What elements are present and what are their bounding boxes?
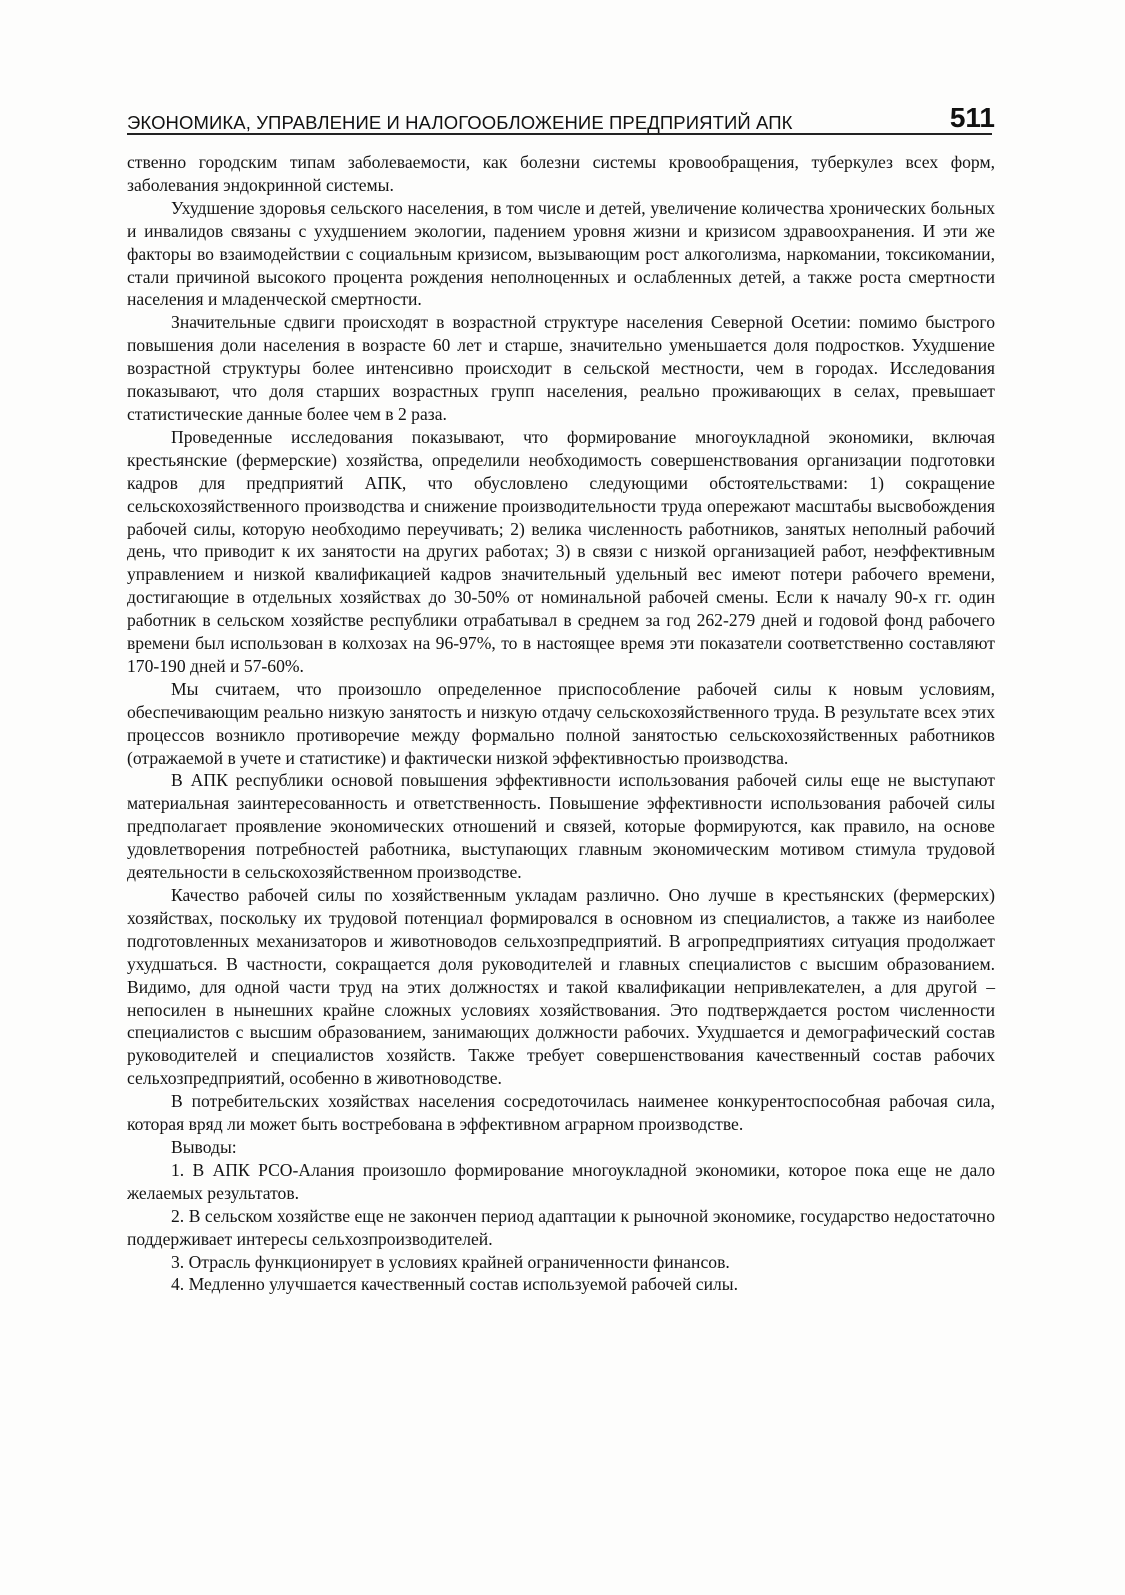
conclusion-item: 4. Медленно улучшается качественный состав используемой рабочей силы. (171, 1274, 738, 1295)
header-rule (127, 133, 992, 135)
paragraph: Качество рабочей силы по хозяйственным укладам различно. Оно лучше в крестьянских (фермерских) хозяйствах, поскольку их трудовой потенциал формировался в основном из специалистов, а также из наиболее подготовленных механизаторов и животноводов сельхозпредприятий. В агропредприятиях ситуация продолжает ухудшаться. В частности, сокращается доля руководителей и главных специалистов с высшим образованием. Видимо, для одной части труд на этих должностях и такой квалификации непривлекателен, а для другой – непосилен в нынешних крайне сложных условиях хозяйствования. Это подтверждается ростом численности специалистов с высшим образованием, занимающих должности рабочих. Ухудшается и демографический состав руководителей и специалистов хозяйств. Также требует совершенствования качественный состав рабочих сельхозпредприятий, особенно в животноводстве. (127, 885, 995, 1089)
conclusion-item: 3. Отрасль функционирует в условиях крайней ограниченности финансов. (171, 1251, 730, 1272)
paragraph: В АПК республики основой повышения эффективности использования рабочей силы еще не выступают материальная заинтересованность и ответственность. Повышение эффективности использования рабочей силы предполагает проявление экономических отношений и связей, которые формируются, как правило, на основе удовлетворения потребностей работника, выступающих главным экономическим мотивом стимула трудовой деятельности в сельскохозяйственном производстве. (127, 770, 995, 883)
paragraph: Мы считаем, что произошло определенное приспособление рабочей силы к новым условиям, обеспечивающим реально низкую занятость и низкую отдачу сельскохозяйственного труда. В результате всех этих процессов возникло противоречие между формально полной занятостью сельскохозяйственных работников (отражаемой в учете и статистике) и фактически низкой эффективностью производства. (127, 678, 995, 768)
paragraph: В потребительских хозяйствах населения сосредоточилась наименее конкурентоспособная рабочая сила, которая вряд ли может быть востребована в эффективном аграрном производстве. (127, 1091, 995, 1135)
running-header-title: ЭКОНОМИКА, УПРАВЛЕНИЕ И НАЛОГООБЛОЖЕНИЕ ПРЕДПРИЯТИЙ АПК (127, 112, 793, 133)
conclusion-item: 1. В АПК РСО-Алания произошло формирование многоукладной экономики, которое пока еще не дало желаемых результатов. (127, 1159, 995, 1203)
running-header (127, 102, 1007, 136)
page-number: 511 (949, 102, 995, 133)
paragraph: Значительные сдвиги происходят в возрастной структуре населения Северной Осетии: помимо быстрого повышения доли населения в возрасте 60 лет и старше, значительно уменьшается доля подростков. Ухудшение возрастной структуры более интенсивно происходит в сельской местности, чем в городах. Исследования показывают, что доля старших возрастных групп населения, реально проживающих в селах, превышает статистические данные более чем в 2 раза. (127, 312, 995, 424)
article-body (127, 151, 995, 1296)
conclusion-item: 2. В сельском хозяйстве еще не закончен период адаптации к рыночной экономике, государство недостаточно поддерживает интересы сельхозпроизводителей. (127, 1205, 995, 1249)
paragraph-continued: ственно городским типам заболеваемости, как болезни системы кровообращения, туберкулез всех форм, заболевания эндокринной системы. (127, 152, 995, 195)
paragraph: Проведенные исследования показывают, что формирование многоукладной экономики, включая крестьянские (фермерские) хозяйства, определили необходимость совершенствования организации подготовки кадров для предприятий АПК, что обусловлено следующими обстоятельствами: 1) сокращение сельскохозяйственного производства и снижение производительности труда опережают масштабы высвобождения рабочей силы, которую необходимо переучивать; 2) велика численность работников, занятых неполный рабочий день, что приводит к их занятости на других работах; 3) в связи с низкой организацией работ, неэффективным управлением и низкой квалификацией кадров значительный удельный вес имеют потери рабочего времени, достигающие в отдельных хозяйствах до 30-50% от номинальной рабочей смены. Если к началу 90-х гг. один работник в сельском хозяйстве республики отрабатывал в среднем за год 262-279 дней и годовой фонд рабочего времени был использован в колхозах на 96-97%, то в настоящее время эти показатели соответственно составляют 170-190 дней и 57-60%. (127, 426, 995, 676)
paragraph: Ухудшение здоровья сельского населения, в том числе и детей, увеличение количества хронических больных и инвалидов связаны с ухудшением экологии, падением уровня жизни и кризисом здравоохранения. И эти же факторы во взаимодействии с социальным кризисом, вызывающим рост алкоголизма, наркомании, токсикомании, стали причиной высокого процента рождения неполноценных и ослабленных детей, а также роста смертности населения и младенческой смертности. (127, 197, 995, 310)
conclusions-heading: Выводы: (171, 1136, 237, 1157)
